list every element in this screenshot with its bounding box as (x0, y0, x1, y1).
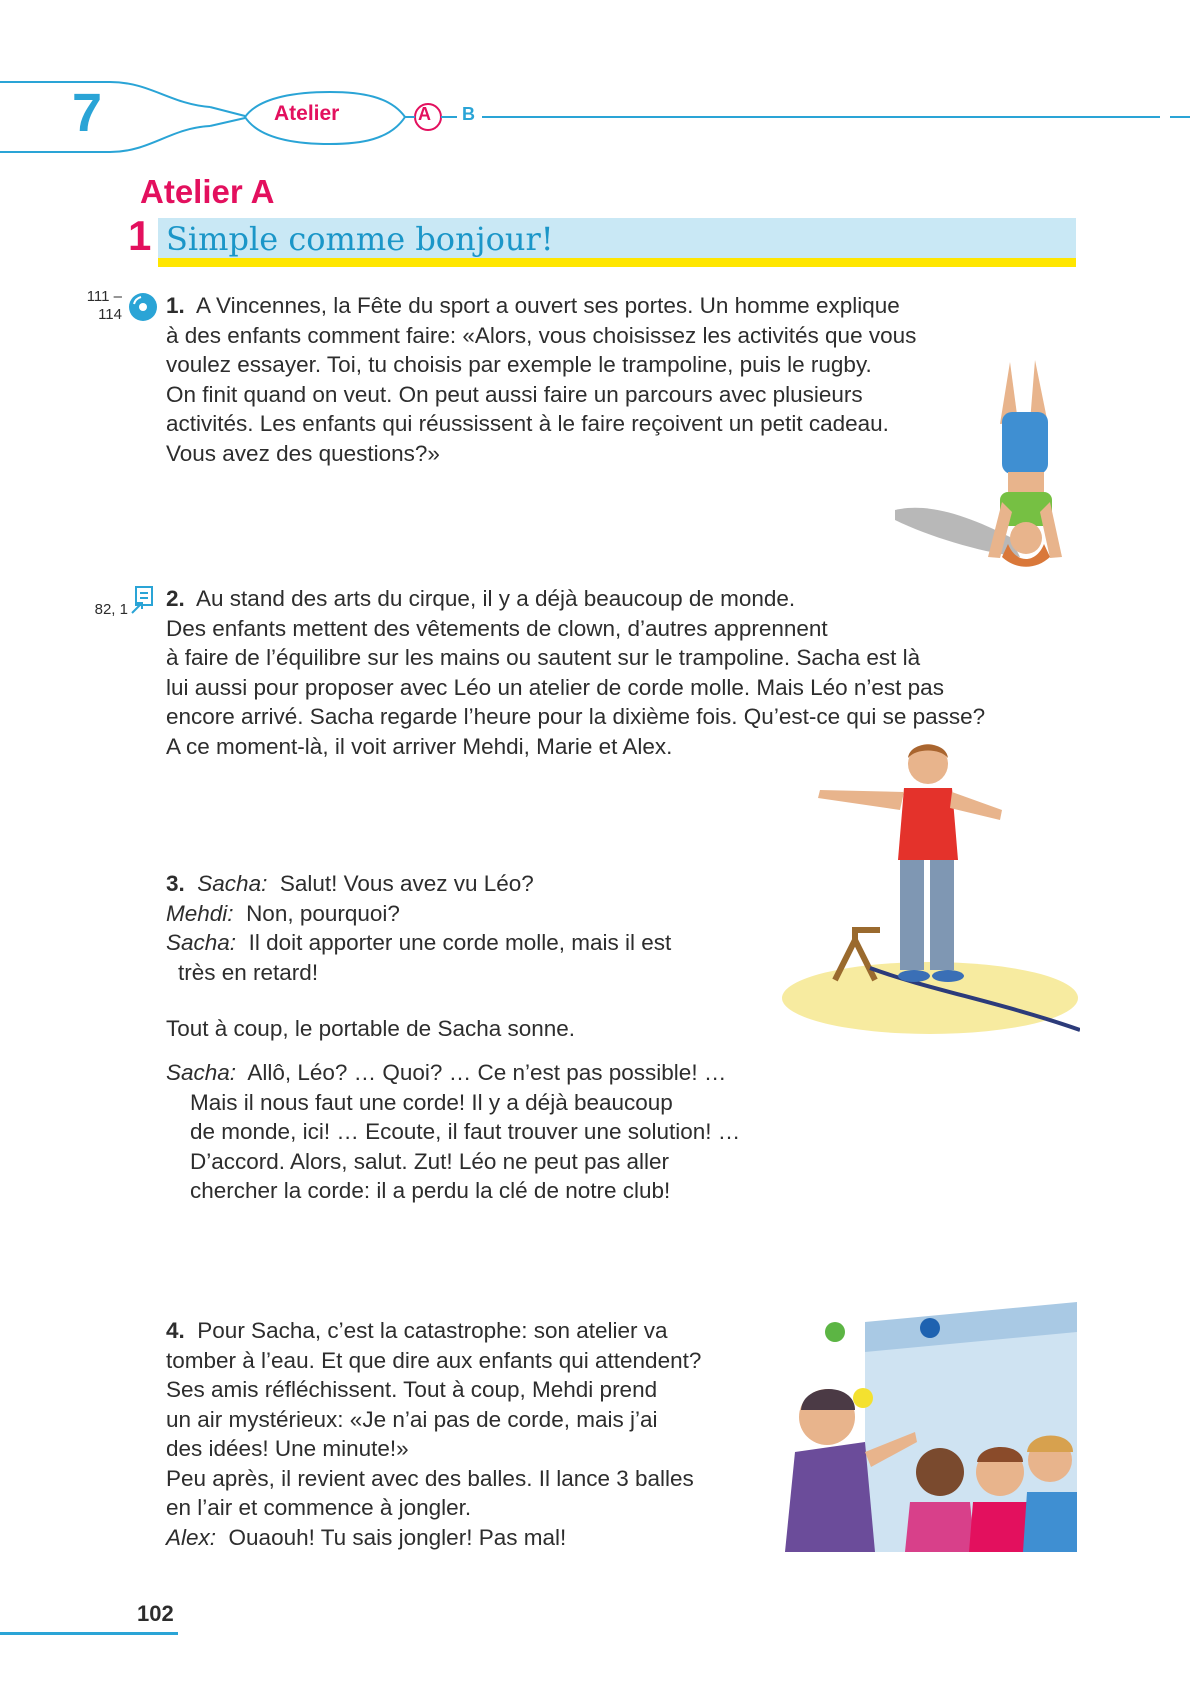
paragraph-3-phone-call (166, 1058, 740, 1206)
dialogue-line: Ouaouh! Tu sais jongler! Pas mal! (228, 1524, 567, 1550)
text-line: des idées! Une minute!» (166, 1436, 409, 1461)
paragraph-2 (166, 584, 985, 761)
dialogue-line: chercher la corde: il a perdu la clé de notre club! (190, 1178, 671, 1203)
speaker-label: Alex: (166, 1524, 217, 1550)
text-line: tomber à l’eau. Et que dire aux enfants qui attendent? (166, 1347, 702, 1373)
slackline-boy-illustration (780, 740, 1080, 1035)
paragraph-number: 4. (166, 1318, 185, 1343)
speaker-label: Sacha: (166, 930, 237, 955)
text-line: un air mystérieux: «Je n’ai pas de corde, mais j’ai (166, 1406, 658, 1432)
text-line: lui aussi pour proposer avec Léo un atelier de corde molle. Mais Léo n’est pas (166, 674, 944, 700)
audio-track-ref (78, 288, 122, 324)
audio-ref-line1: 111 – (86, 288, 122, 305)
text-line: Ses amis réfléchissent. Tout à coup, Mehdi prend (166, 1377, 658, 1402)
paragraph-number: 3. (166, 871, 185, 896)
narration: Tout à coup, le portable de Sacha sonne. (166, 1016, 576, 1041)
dialogue-line: très en retard! (178, 959, 319, 985)
paragraph-4 (166, 1316, 701, 1552)
handstand-child-illustration (890, 352, 1080, 574)
exercise-ref: 82, 1 (94, 601, 128, 618)
text-line: On finit quand on veut. On peut aussi faire un parcours avec plusieurs (166, 381, 863, 407)
cd-audio-icon[interactable] (128, 292, 158, 322)
tab-atelier[interactable]: Atelier (274, 102, 340, 125)
paragraph-number: 1. (166, 293, 185, 318)
dialogue-line: Non, pourquoi? (246, 900, 400, 926)
text-line: en l’air et commence à jongler. (166, 1495, 472, 1520)
footer-line (0, 1632, 178, 1635)
text-line: Peu après, il revient avec des balles. Il lance 3 balles (166, 1465, 694, 1491)
text-line: Au stand des arts du cirque, il y a déjà beaucoup de monde. (196, 586, 796, 611)
text-line: Des enfants mettent des vêtements de clown, d’autres apprennent (166, 615, 828, 641)
speaker-label: Sacha: (197, 871, 268, 896)
dialogue-line: Allô, Léo? … Quoi? … Ce n’est pas possible! … (247, 1060, 727, 1085)
text-line: Pour Sacha, c’est la catastrophe: son atelier va (197, 1318, 668, 1343)
dialogue-line: de monde, ici! … Ecoute, il faut trouver une solution! … (190, 1119, 741, 1144)
atelier-title: Atelier A (140, 173, 275, 210)
paragraph-1 (166, 291, 916, 468)
tab-b[interactable]: B (462, 104, 475, 124)
text-line: A ce moment-là, il voit arriver Mehdi, Marie et Alex. (166, 733, 673, 759)
speaker-label: Sacha: (166, 1060, 237, 1085)
text-line: voulez essayer. Toi, tu choisis par exemple le trampoline, puis le rugby. (166, 352, 872, 377)
dialogue-line: D’accord. Alors, salut. Zut! Léo ne peut pas aller (190, 1148, 670, 1174)
dialogue-line: Il doit apporter une corde molle, mais il est (248, 930, 672, 955)
section-number: 1 (128, 212, 152, 259)
section-title: Simple comme bonjour! (166, 220, 554, 258)
text-line: à des enfants comment faire: «Alors, vous choisissez les activités que vous (166, 322, 917, 348)
text-line: activités. Les enfants qui réussissent à le faire reçoivent un petit cadeau. (166, 411, 889, 436)
page-number: 102 (137, 1601, 174, 1626)
text-line: A Vincennes, la Fête du sport a ouvert ses portes. Un homme explique (196, 293, 900, 318)
exercise-link-icon[interactable] (130, 585, 156, 615)
speaker-label: Mehdi: (166, 900, 234, 926)
dialogue-line: Salut! Vous avez vu Léo? (279, 871, 534, 896)
chapter-number: 7 (72, 83, 103, 143)
paragraph-number: 2. (166, 586, 185, 611)
header-decoration (0, 60, 1190, 170)
section-underline (158, 258, 1076, 267)
text-line: Vous avez des questions?» (166, 440, 440, 466)
text-line: encore arrivé. Sacha regarde l’heure pour la dixième fois. Qu’est-ce qui se passe? (166, 704, 986, 729)
audio-ref-line2: 114 (98, 306, 122, 323)
tab-a[interactable]: A (418, 104, 431, 124)
text-line: à faire de l’équilibre sur les mains ou sautent sur le trampoline. Sacha est là (166, 645, 921, 670)
juggling-scene-illustration (765, 1302, 1077, 1552)
dialogue-line: Mais il nous faut une corde! Il y a déjà beaucoup (190, 1089, 673, 1115)
paragraph-3 (166, 869, 671, 987)
